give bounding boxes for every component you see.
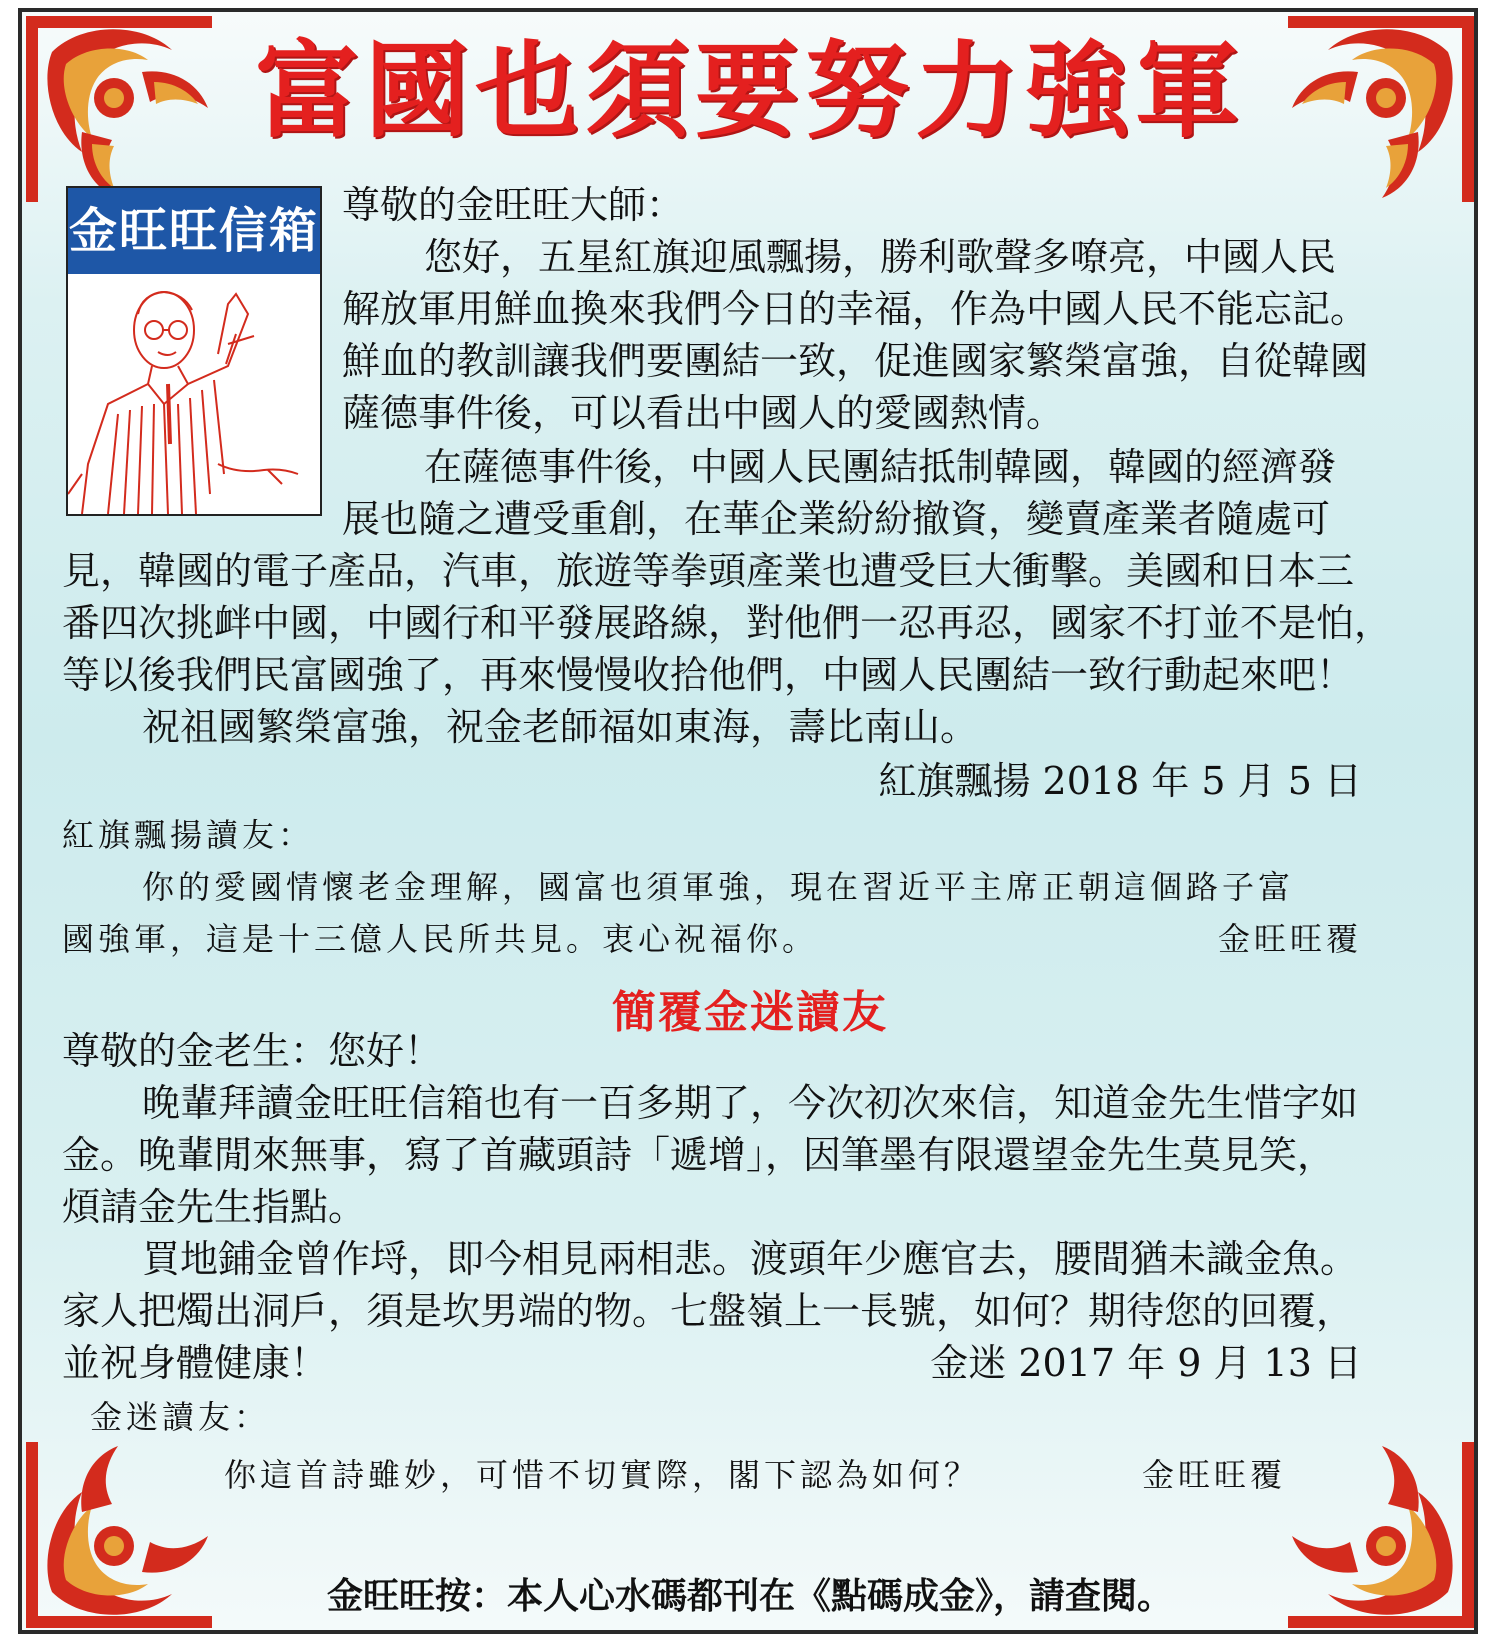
reply-salutation: 金迷讀友：	[90, 1398, 271, 1436]
letter-line: 祝祖國繁榮富強，祝金老師福如東海，壽比南山。	[142, 705, 979, 749]
letter-line: 薩德事件後，可以看出中國人的愛國熱情。	[342, 391, 1065, 435]
section-title: 簡覆金迷讀友	[612, 987, 888, 1038]
letter-line: 等以後我們民富國強了，再來慢慢收拾他們，中國人民團結一致行動起來吧！	[62, 653, 1355, 697]
letter-line: 您好，五星紅旗迎風飄揚，勝利歌聲多嘹亮，中國人民	[424, 235, 1337, 279]
letter-line: 解放軍用鮮血換來我們今日的幸福，作為中國人民不能忘記。	[342, 287, 1369, 331]
page-title: 富國也須要努力強軍	[254, 29, 1245, 152]
letter-salutation: 尊敬的金旺旺大師：	[342, 183, 685, 227]
footer-note: 金旺旺按：本人心水碼都刊在《點碼成金》，請查閱。	[326, 1576, 1173, 1617]
letter-line: 金。晚輩閒來無事，寫了首藏頭詩「遞增」，因筆墨有限還望金先生莫見笑，	[62, 1133, 1336, 1177]
letter-line: 並祝身體健康！	[62, 1341, 329, 1385]
mailbox-logo	[66, 186, 322, 516]
letter-line: 鮮血的教訓讓我們要團結一致，促進國家繁榮富強，自從韓國	[342, 339, 1369, 383]
letter-signature: 紅旗飄揚 2018 年 5 月 5 日	[878, 759, 1362, 803]
reply-signature: 金旺旺覆	[1217, 920, 1362, 958]
reply-line: 國強軍，這是十三億人民所共見。衷心祝福你。	[62, 920, 819, 958]
reply-salutation: 紅旗飄揚讀友：	[62, 816, 315, 854]
letter-line: 煩請金先生指點。	[62, 1185, 367, 1229]
letter-line: 買地鋪金曾作埒，即今相見兩相悲。渡頭年少應官去，腰間猶未識金魚。	[142, 1237, 1359, 1281]
letter-line: 在薩德事件後，中國人民團結抵制韓國，韓國的經濟發	[424, 445, 1337, 489]
letter-line: 展也隨之遭受重創，在華企業紛紛撤資，變賣產業者隨處可	[342, 497, 1331, 541]
letter-salutation: 尊敬的金老生：您好！	[62, 1029, 443, 1073]
letter-line: 番四次挑衅中國，中國行和平發展路線，對他們一忍再忍，國家不打並不是怕，	[62, 601, 1393, 645]
reply-signature: 金旺旺覆	[1141, 1456, 1286, 1494]
cartoon-man-illustration	[68, 274, 320, 514]
reply-line: 你的愛國情懷老金理解，國富也須軍強，現在習近平主席正朝這個路子富	[142, 868, 1295, 906]
letter-line: 晚輩拜讀金旺旺信箱也有一百多期了，今次初次來信，知道金先生惜字如	[142, 1081, 1359, 1125]
letter-signature: 金迷 2017 年 9 月 13 日	[930, 1341, 1362, 1385]
letter-line: 見，韓國的電子產品，汽車，旅遊等拳頭產業也遭受巨大衝擊。美國和日本三	[62, 549, 1355, 593]
reply-line: 你這首詩雖妙，可惜不切實際，閣下認為如何？	[224, 1456, 981, 1494]
letter-line: 家人把燭出洞戶，須是坎男端的物。七盤嶺上一長號，如何？期待您的回覆，	[62, 1289, 1355, 1333]
mailbox-label: 金旺旺信箱	[68, 188, 320, 274]
